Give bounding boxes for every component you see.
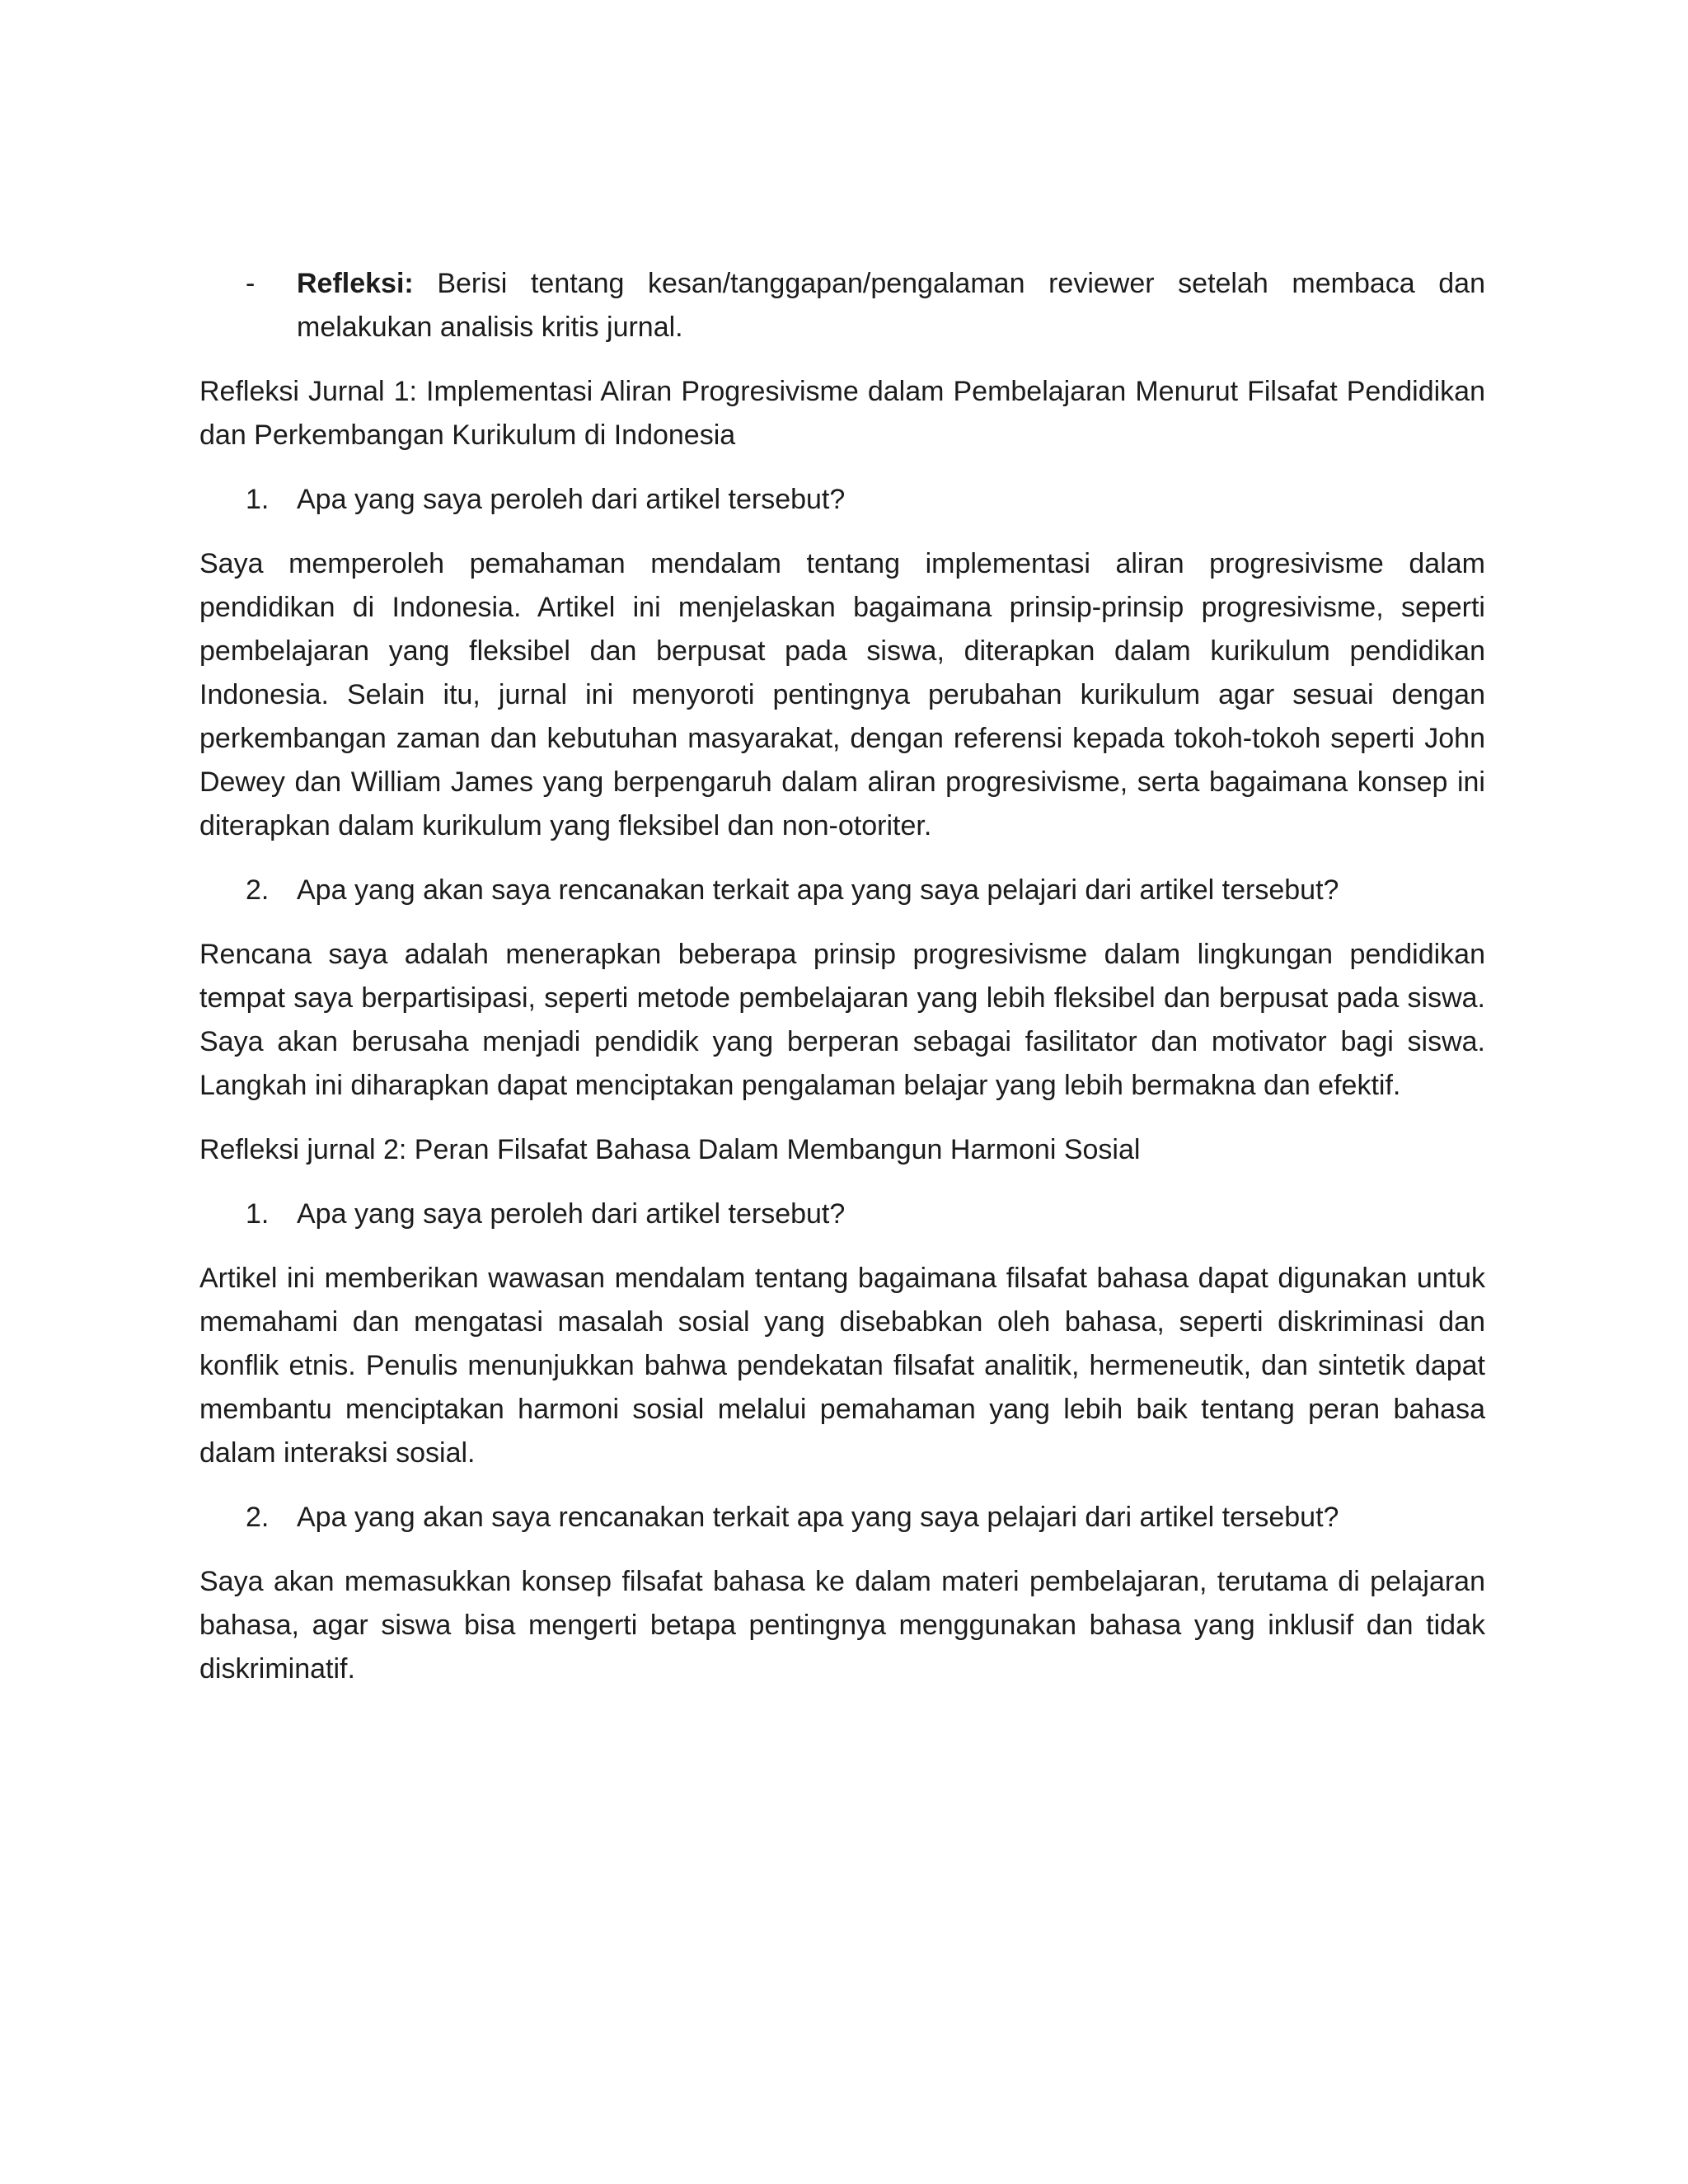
- jurnal1-question-1: [199, 478, 1485, 522]
- question-text: Apa yang saya peroleh dari artikel tersebut?: [297, 1198, 846, 1230]
- question-text: Apa yang akan saya rencanakan terkait apa yang saya pelajari dari artikel tersebut?: [297, 874, 1339, 906]
- jurnal2-question-1: [199, 1193, 1485, 1236]
- jurnal1-title: Refleksi Jurnal 1: Implementasi Aliran Progresivisme dalam Pembelajaran Menurut Filsafat Pendidikan dan Perkembangan Kurikulum di Indonesia: [199, 376, 1485, 451]
- refleksi-label: Refleksi:: [297, 268, 414, 299]
- list-number: 1.: [246, 484, 270, 515]
- question-text: Apa yang saya peroleh dari artikel tersebut?: [297, 484, 846, 515]
- bullet-dash: -: [246, 268, 256, 299]
- refleksi-bullet: [199, 262, 1485, 349]
- jurnal2-answer-2: Saya akan memasukkan konsep filsafat bahasa ke dalam materi pembelajaran, terutama di pelajaran bahasa, agar siswa bisa mengerti betapa pentingnya menggunakan bahasa yang inklusif dan tidak diskriminatif.: [199, 1566, 1485, 1685]
- jurnal1-answer-1: Saya memperoleh pemahaman mendalam tentang implementasi aliran progresivisme dalam pendidikan di Indonesia. Artikel ini menjelaskan bagaimana prinsip-prinsip progresivisme, seperti pembelajaran yang fleksibel dan berpusat pada siswa, diterapkan dalam kurikulum pendidikan Indonesia. Selain itu, jurnal ini menyoroti pentingnya perubahan kurikulum agar sesuai dengan perkembangan zaman dan kebutuhan masyarakat, dengan referensi kepada tokoh-tokoh seperti John Dewey dan William James yang berpengaruh dalam aliran progresivisme, serta bagaimana konsep ini diterapkan dalam kurikulum yang fleksibel dan non-otoriter.: [199, 548, 1485, 841]
- jurnal2-question-2: [199, 1496, 1485, 1540]
- list-number: 2.: [246, 1502, 270, 1533]
- list-number: 1.: [246, 1198, 270, 1230]
- document-body: [199, 262, 1485, 1712]
- list-number: 2.: [246, 874, 270, 906]
- jurnal1-answer-2: Rencana saya adalah menerapkan beberapa prinsip progresivisme dalam lingkungan pendidikan tempat saya berpartisipasi, seperti metode pembelajaran yang lebih fleksibel dan berpusat pada siswa. Saya akan berusaha menjadi pendidik yang berperan sebagai fasilitator dan motivator bagi siswa. Langkah ini diharapkan dapat menciptakan pengalaman belajar yang lebih bermakna dan efektif.: [199, 939, 1485, 1101]
- jurnal2-answer-1: Artikel ini memberikan wawasan mendalam tentang bagaimana filsafat bahasa dapat digunakan untuk memahami dan mengatasi masalah sosial yang disebabkan oleh bahasa, seperti diskriminasi dan konflik etnis. Penulis menunjukkan bahwa pendekatan filsafat analitik, hermeneutik, dan sintetik dapat membantu menciptakan harmoni sosial melalui pemahaman yang lebih baik tentang peran bahasa dalam interaksi sosial.: [199, 1263, 1485, 1469]
- question-text: Apa yang akan saya rencanakan terkait apa yang saya pelajari dari artikel tersebut?: [297, 1502, 1339, 1533]
- jurnal2-title: Refleksi jurnal 2: Peran Filsafat Bahasa Dalam Membangun Harmoni Sosial: [199, 1134, 1141, 1165]
- refleksi-description: Berisi tentang kesan/tanggapan/pengalaman reviewer setelah membaca dan melakukan analisis kritis jurnal.: [297, 268, 1486, 343]
- jurnal1-question-2: [199, 869, 1485, 912]
